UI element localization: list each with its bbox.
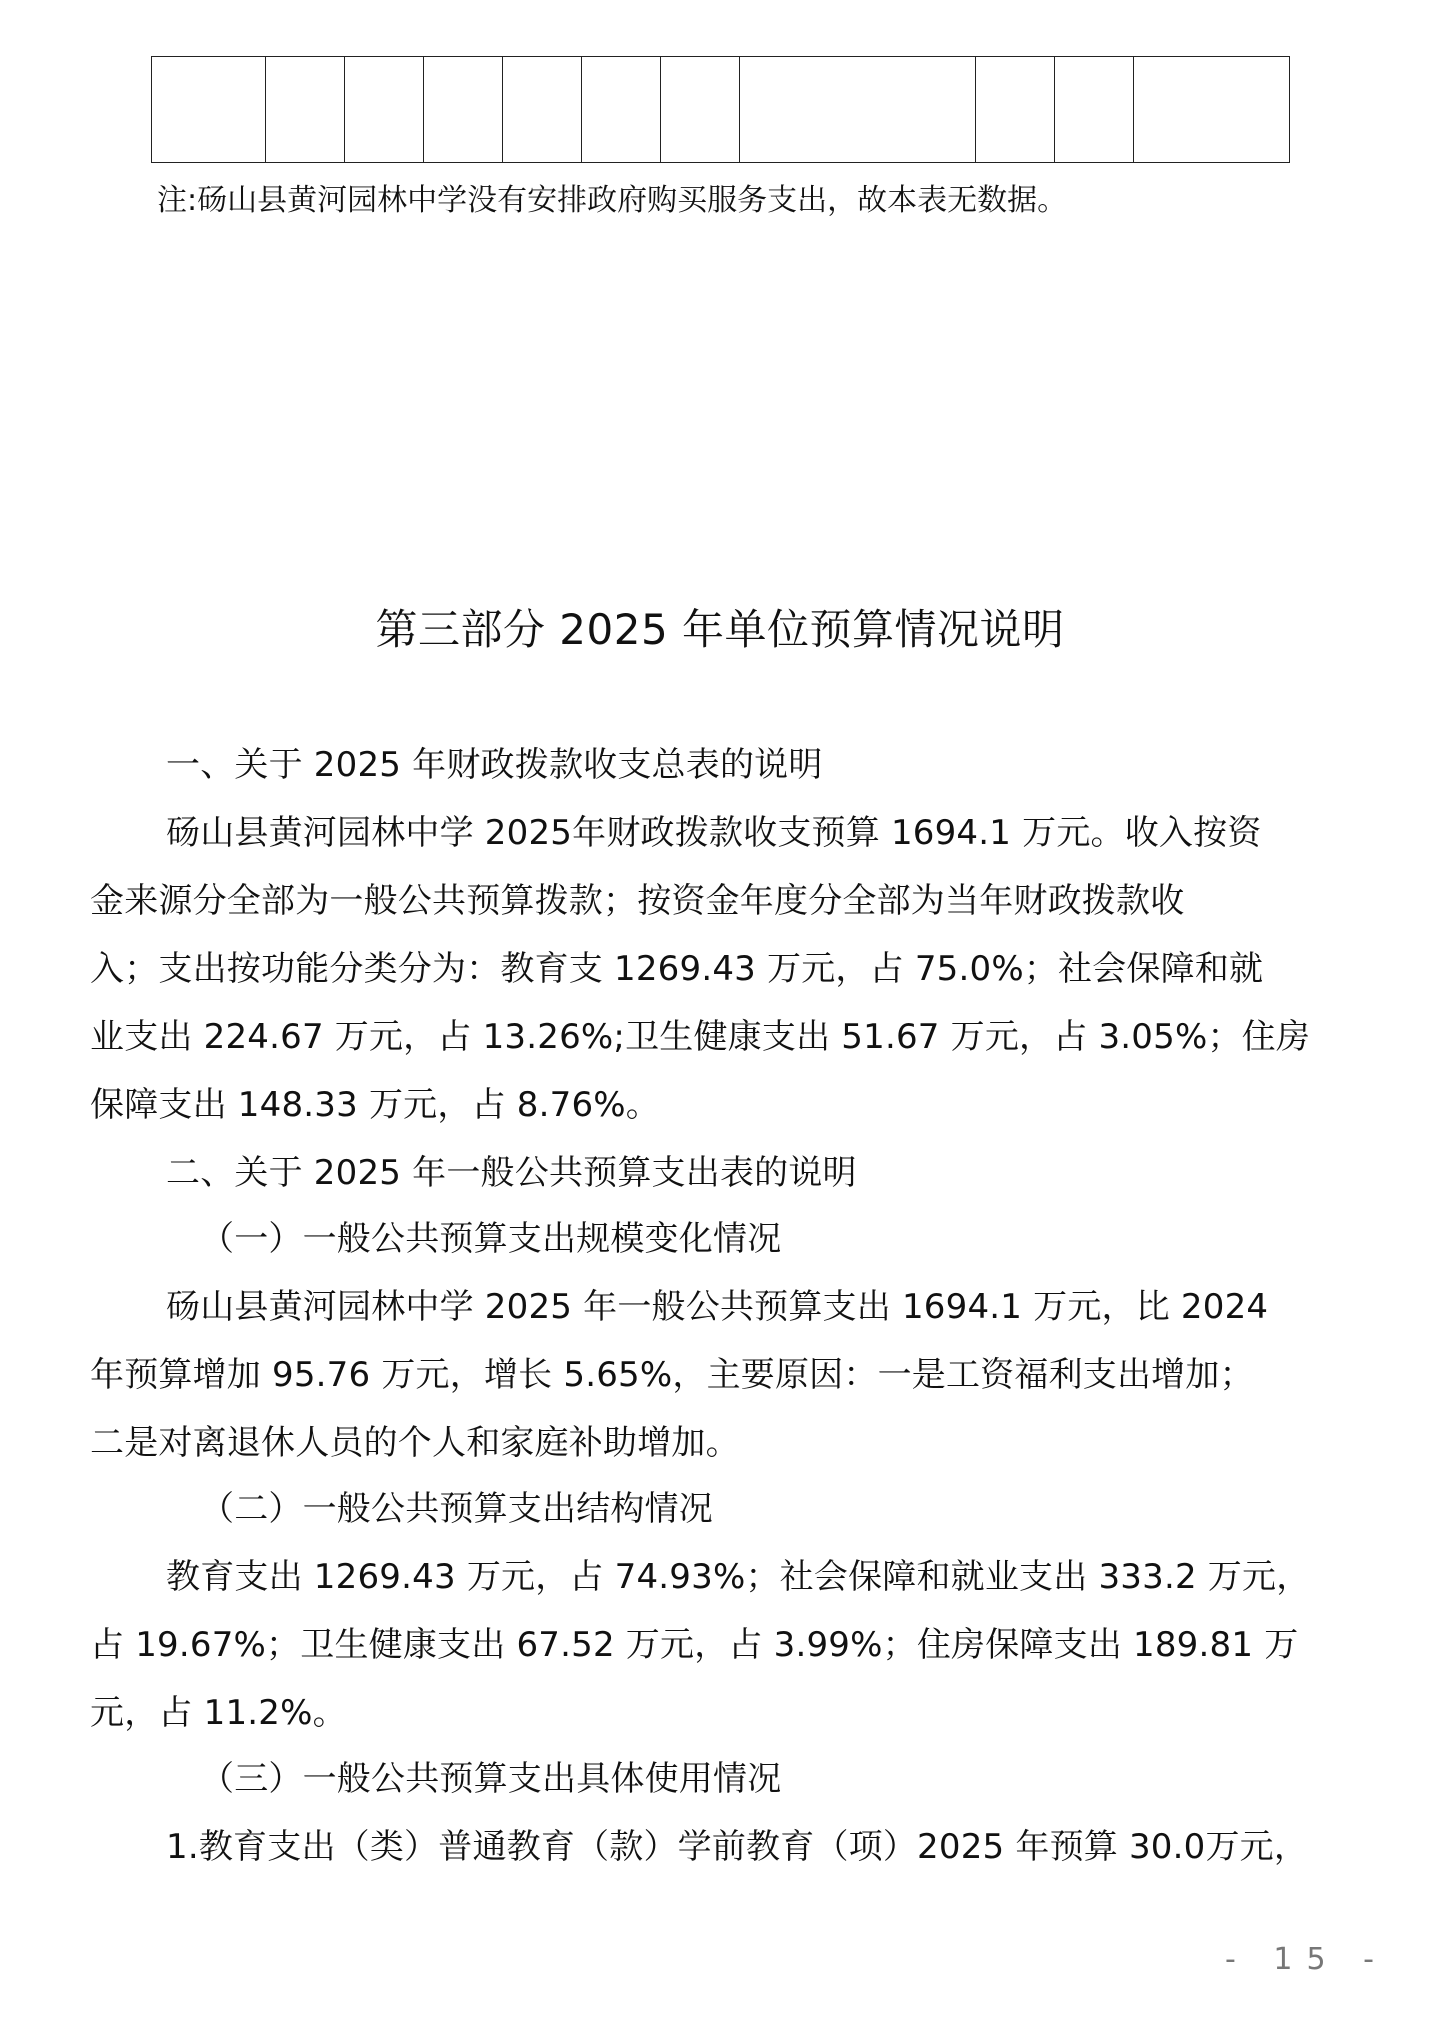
table-cell (976, 57, 1055, 163)
paragraph-line: 1.教育支出（类）普通教育（款）学前教育（项）2025 年预算 30.0万元， (166, 1827, 1309, 1867)
subheading-2: （二）一般公共预算支出结构情况 (200, 1489, 713, 1529)
paragraph-line: 金来源分全部为一般公共预算拨款；按资金年度分全部为当年财政拨款收 (90, 881, 1185, 921)
paragraph-line: 教育支出 1269.43 万元，占 74.93%；社会保障和就业支出 333.2 万元， (166, 1557, 1311, 1597)
table-cell (152, 57, 266, 163)
table-cell (345, 57, 424, 163)
section-title: 第三部分 2025 年单位预算情况说明 (375, 605, 1065, 654)
heading-1: 一、关于 2025 年财政拨款收支总表的说明 (166, 745, 823, 785)
table-cell (503, 57, 582, 163)
table-cell (266, 57, 345, 163)
table-cell (1134, 57, 1290, 163)
table-cell (740, 57, 976, 163)
table-cell (661, 57, 740, 163)
paragraph-line: 保障支出 148.33 万元，占 8.76%。 (90, 1085, 660, 1125)
paragraph-line: 砀山县黄河园林中学 2025 年一般公共预算支出 1694.1 万元，比 2024 (166, 1287, 1269, 1327)
paragraph-line: 砀山县黄河园林中学 2025年财政拨款收支预算 1694.1 万元。收入按资 (166, 813, 1262, 853)
table-note: 注:砀山县黄河园林中学没有安排政府购买服务支出，故本表无数据。 (157, 183, 1068, 218)
table-cell (1055, 57, 1134, 163)
paragraph-line: 占 19.67%；卫生健康支出 67.52 万元，占 3.99%；住房保障支出 189.81 万 (90, 1625, 1299, 1665)
subheading-1: （一）一般公共预算支出规模变化情况 (200, 1219, 782, 1259)
table-cell (424, 57, 503, 163)
heading-2: 二、关于 2025 年一般公共预算支出表的说明 (166, 1153, 857, 1193)
subheading-3: （三）一般公共预算支出具体使用情况 (200, 1759, 782, 1799)
paragraph-line: 元，占 11.2%。 (90, 1693, 347, 1733)
empty-data-table (151, 56, 1290, 163)
page-number: - 15 - (1225, 1942, 1388, 1977)
table-cell (582, 57, 661, 163)
paragraph-line: 二是对离退休人员的个人和家庭补助增加。 (90, 1423, 740, 1463)
paragraph-line: 年预算增加 95.76 万元，增长 5.65%，主要原因：一是工资福利支出增加； (90, 1355, 1254, 1395)
paragraph-line: 入；支出按功能分类分为：教育支 1269.43 万元，占 75.0%；社会保障和就 (90, 949, 1264, 989)
table-row (152, 57, 1290, 163)
paragraph-line: 业支出 224.67 万元，占 13.26%;卫生健康支出 51.67 万元，占 3.05%；住房 (90, 1017, 1311, 1057)
